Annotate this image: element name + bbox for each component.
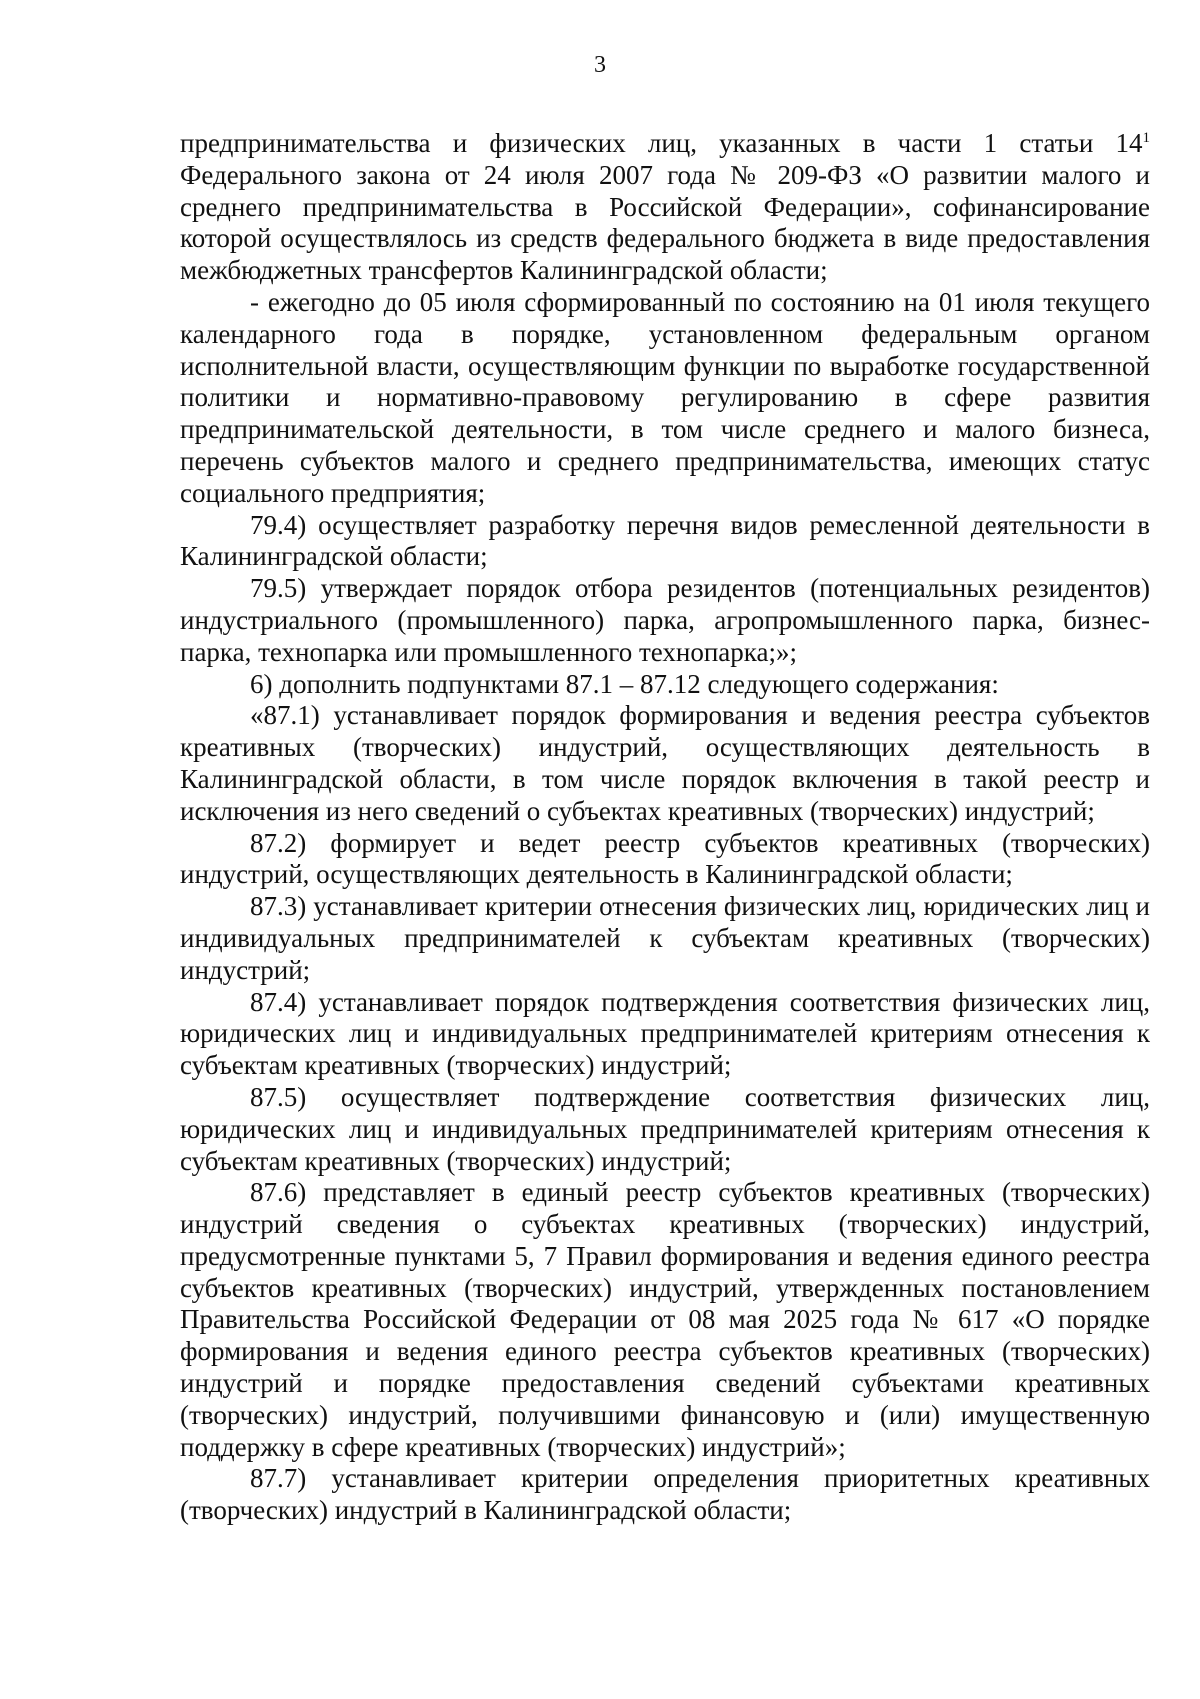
paragraph-text: 79.5) утверждает порядок отбора резидентов (потенциальных резидентов) индустриального (промышленного) парка, агропромышленного парка, бизнес-парка, технопарка или промышленного технопарка;»; <box>180 573 1150 667</box>
paragraph <box>180 669 1150 701</box>
paragraph-text: 87.6) представляет в единый реестр субъектов креативных (творческих) индустрий сведения о субъектах креативных (творческих) индустрий, предусмотренные пунктами 5, 7 Правил формирования и ведения единого реестра субъектов креативных (творческих) индустрий, утвержденных постановлением Правительства Российской Федерации от 08 мая 2025 года № 617 «О порядке формирования и ведения единого реестра субъектов креативных (творческих) индустрий и порядке предоставления сведений субъектами креативных (творческих) индустрий, получившими финансовую и (или) имущественную поддержку в сфере креативных (творческих) индустрий»; <box>180 1177 1150 1462</box>
paragraph <box>180 510 1150 574</box>
paragraph <box>180 891 1150 986</box>
paragraph <box>180 1177 1150 1463</box>
paragraph-text: 87.2) формирует и ведет реестр субъектов креативных (творческих) индустрий, осуществляющих деятельность в Калининградской области; <box>180 827 1150 890</box>
paragraph <box>180 1463 1150 1527</box>
paragraph-text: предпринимательства и физических лиц, указанных в части 1 статьи 14 <box>180 128 1143 158</box>
paragraph <box>180 287 1150 510</box>
superscript: 1 <box>1142 130 1150 146</box>
paragraph <box>180 128 1150 287</box>
paragraph <box>180 987 1150 1082</box>
paragraph-text: 87.7) устанавливает критерии определения приоритетных креативных (творческих) индустрий в Калининградской области; <box>180 1463 1150 1526</box>
paragraph-text: 87.4) устанавливает порядок подтверждения соответствия физических лиц, юридических лиц и индивидуальных предпринимателей критериям отнесения к субъектам креативных (творческих) индустрий; <box>180 986 1150 1081</box>
paragraph-text: 6) дополнить подпунктами 87.1 – 87.12 следующего содержания: <box>250 668 999 699</box>
paragraph-text: 87.3) устанавливает критерии отнесения физических лиц, юридических лиц и индивидуальных предпринимателей к субъектам креативных (творческих) индустрий; <box>180 891 1150 985</box>
paragraph <box>180 573 1150 668</box>
paragraph <box>180 700 1150 827</box>
paragraph-text: Федерального закона от 24 июля 2007 года № 209-ФЗ «О развитии малого и среднего предпринимательства в Российской Федерации», софинансирование которой осуществлялось из средств федерального бюджета в виде предоставления межбюджетных трансфертов Калининградской области; <box>180 159 1150 286</box>
document-body <box>180 128 1150 1527</box>
paragraph-text: - ежегодно до 05 июля сформированный по состоянию на 01 июля текущего календарного года в порядке, установленном федеральным органом исполнительной власти, осуществляющим функции по выработке государственной политики и нормативно-правовому регулированию в сфере развития предпринимательской деятельности, в том числе среднего и малого бизнеса, перечень субъектов малого и среднего предпринимательства, имеющих статус социального предприятия; <box>180 286 1150 508</box>
paragraph <box>180 828 1150 892</box>
paragraph-text: «87.1) устанавливает порядок формирования и ведения реестра субъектов креативных (творческих) индустрий, осуществляющих деятельность в Калининградской области, в том числе порядок включения в такой реестр и исключения из него сведений о субъектах креативных (творческих) индустрий; <box>180 700 1150 826</box>
paragraph <box>180 1082 1150 1177</box>
page-number: 3 <box>594 52 606 78</box>
paragraph-text: 79.4) осуществляет разработку перечня видов ремесленной деятельности в Калининградской области; <box>180 509 1150 572</box>
paragraph-text: 87.5) осуществляет подтверждение соответствия физических лиц, юридических лиц и индивидуальных предпринимателей критериям отнесения к субъектам креативных (творческих) индустрий; <box>180 1081 1150 1176</box>
